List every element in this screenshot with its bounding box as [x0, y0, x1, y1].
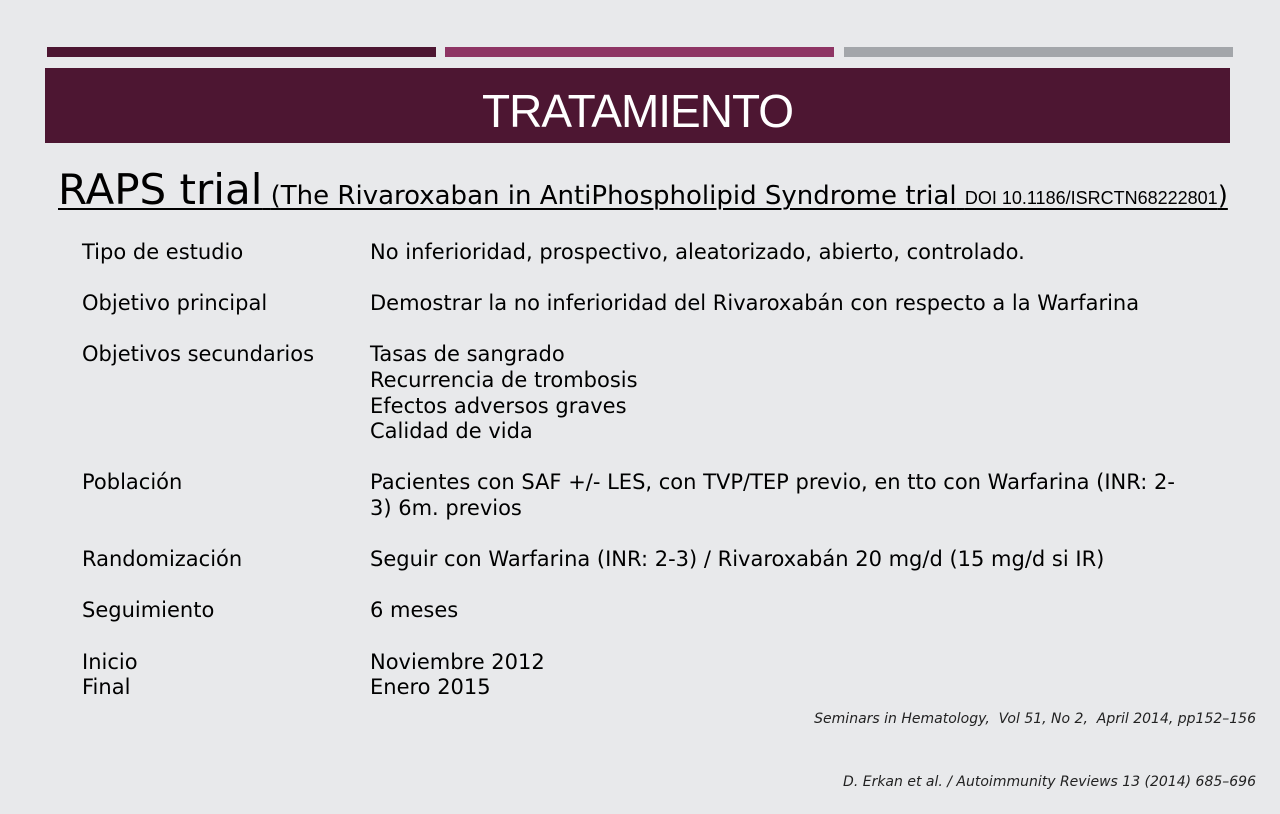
row-value-line: Pacientes con SAF +/- LES, con TVP/TEP previo, en tto con Warfarina (INR: 2-3) 6m. previos [370, 470, 1175, 520]
accent-bar-gray [844, 47, 1233, 57]
table-row-poblacion [82, 470, 1175, 521]
row-value-line: Noviembre 2012 [370, 649, 545, 674]
table-row-objetivos-secundarios [82, 342, 1175, 444]
row-label: Tipo de estudio [82, 240, 244, 264]
table-row-seguimiento [82, 598, 1175, 624]
row-label: Randomización [82, 547, 243, 572]
citation [814, 667, 1256, 814]
row-value-line: Calidad de vida [370, 419, 533, 444]
row-label: Objetivo principal [82, 291, 268, 316]
citation-line: D. Erkan et al. / Autoimmunity Reviews 13 (2014) 685–696 [843, 774, 1256, 790]
table-row-tipo-de-estudio [82, 240, 1175, 266]
row-value [370, 598, 1175, 624]
row-value [370, 240, 1175, 266]
study-table [82, 240, 1175, 701]
row-value-line: Demostrar la no inferioridad del Rivaroxabán con respecto a la Warfarina [370, 291, 1140, 316]
row-value [370, 342, 1175, 444]
accent-bar-plum [445, 47, 834, 57]
row-value [370, 291, 1175, 317]
row-label: Inicio [82, 649, 138, 674]
row-value-line: Efectos adversos graves [370, 393, 627, 418]
table-row-objetivo-principal [82, 291, 1175, 317]
citation-line: Seminars in Hematology, Vol 51, No 2, April 2014, pp152–156 [814, 711, 1256, 727]
trial-doi: DOI 10.1186/ISRCTN68222801 [964, 188, 1218, 208]
title-banner [45, 68, 1230, 143]
row-label: Objetivos secundarios [82, 342, 315, 367]
row-value-line: Seguir con Warfarina (INR: 2-3) / Rivaroxabán 20 mg/d (15 mg/d si IR) [370, 547, 1105, 572]
trial-heading [58, 166, 1228, 222]
row-value [370, 547, 1175, 573]
row-label: Final [82, 675, 131, 700]
row-label: Población [82, 470, 183, 495]
row-value-line: Recurrencia de trombosis [370, 367, 638, 392]
row-value-line: Tasas de sangrado [370, 342, 565, 367]
slide-title: TRATAMIENTO [482, 85, 793, 137]
row-label: Seguimiento [82, 598, 215, 623]
row-value [370, 470, 1175, 521]
trial-full-name: (The Rivaroxaban in AntiPhospholipid Syndrome trial [270, 181, 957, 211]
trial-closing-paren: ) [1217, 181, 1228, 211]
row-value-line: 6 meses [370, 598, 459, 623]
row-value-line: No inferioridad, prospectivo, aleatorizado, abierto, controlado. [370, 240, 1025, 264]
trial-name: RAPS trial [58, 165, 263, 214]
row-value-line: Enero 2015 [370, 675, 491, 700]
table-row-randomizacion [82, 547, 1175, 573]
accent-bar-dark [47, 47, 436, 57]
